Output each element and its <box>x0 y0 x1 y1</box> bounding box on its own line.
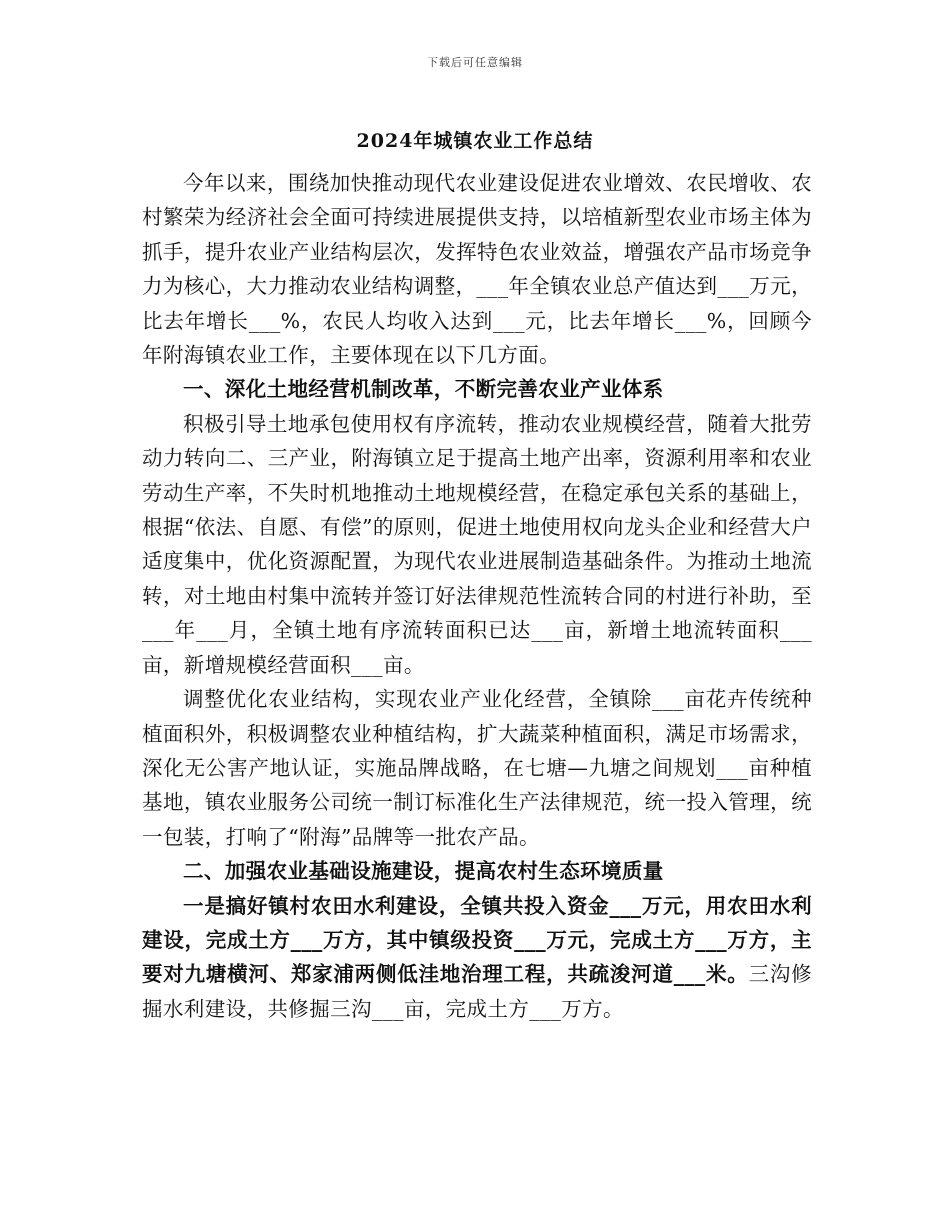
section-2-paragraph-1-rest: 三沟修掘水利建设，共修掘三沟___亩，完成土方___万方。 <box>142 962 812 1021</box>
section-2-heading: 二、加强农业基础设施建设，提高农村生态环境质量 <box>183 859 664 884</box>
page-header-note: 下载后可任意编辑 <box>427 56 523 69</box>
section-1-heading: 一、深化土地经营机制改革，不断完善农业产业体系 <box>183 377 664 402</box>
section-1-paragraph-1: 积极引导土地承包使用权有序流转，推动农业规模经营，随着大批劳动力转向二、三产业，附海镇立足于提高土地产出率，资源利用率和农业劳动生产率，不失时机地推动土地规模经营，在稳定承包关系的基础上，根据“依法、自愿、有偿”的原则，促进土地使用权向龙头企业和经营大户适度集中，优化资源配置，为现代农业进展制造基础条件。为推动土地流转，对土地由村集中流转并签订好法律规范性流转合同的村进行补助，至___年___月，全镇土地有序流转面积已达___亩，新增土地流转面积___亩，新增规模经营面积___亩。 <box>142 411 812 677</box>
document-title: 2024年城镇农业工作总结 <box>356 130 594 152</box>
section-2-paragraph-1 <box>142 889 812 1027</box>
intro-paragraph: 今年以来，围绕加快推动现代农业建设促进农业增效、农民增收、农村繁荣为经济社会全面可持续进展提供支持，以培植新型农业市场主体为抓手，提升农业产业结构层次，发挥特色农业效益，增强农产品市场竞争力为核心，大力推动农业结构调整，___年全镇农业总产值达到___万元，比去年增长___%，农民人均收入达到___元，比去年增长___%，回顾今年附海镇农业工作，主要体现在以下几方面。 <box>142 171 812 368</box>
section-1-paragraph-2: 调整优化农业结构，实现农业产业化经营，全镇除___亩花卉传统种植面积外，积极调整农业种植结构，扩大蔬菜种植面积，满足市场需求，深化无公害产地认证，实施品牌战略，在七塘—九塘之间规划___亩种植基地，镇农业服务公司统一制订标准化生产法律规范，统一投入管理，统一包装，打响了“附海”品牌等一批农产品。 <box>142 687 812 849</box>
section-2-paragraph-1-bold: 一是搞好镇村农田水利建设，全镇共投入资金___万元，用农田水利建设，完成土方___万方，其中镇级投资___万元，完成土方___万方，主要对九塘横河、郑家浦两侧低洼地治理工程，共疏浚河道___米。 <box>142 893 812 987</box>
document-body <box>142 166 812 1026</box>
